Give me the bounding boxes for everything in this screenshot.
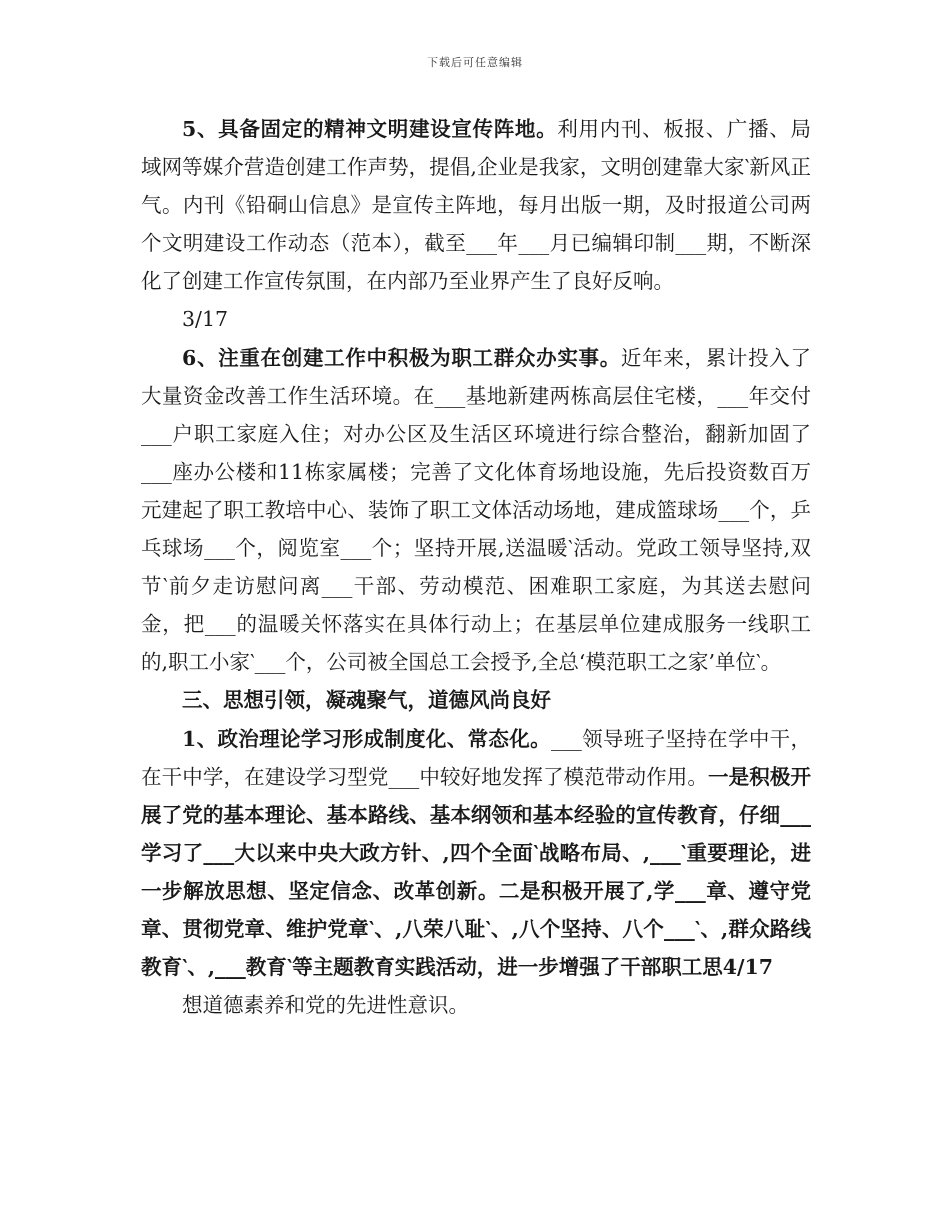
page-marker-4: 4/17 bbox=[722, 955, 773, 980]
continuation-text: 想道德素养和党的先进性意识。 bbox=[182, 993, 469, 1018]
paragraph-1-lead: 1、政治理论学习形成制度化、常态化。 bbox=[182, 726, 551, 751]
paragraph-6 bbox=[141, 339, 811, 682]
paragraph-5-body: 利用内刊、板报、广播、局域网等媒介营造创建工作声势，提倡,企业是我家，文明创建靠大家‵新风正气。内刊《铅硐山信息》是宣传主阵地，每月出版一期，及时报道公司两个文明建设工作动态（范本），截至___年___月已编辑印制___期，不断深化了创建工作宣传氛围，在内部乃至业界产生了良好反响。 bbox=[141, 117, 812, 294]
page-marker-3: 3/17 bbox=[182, 307, 229, 332]
paragraph-6-lead: 6、注重在创建工作中积极为职工群众办实事。 bbox=[182, 345, 621, 370]
paragraph-6-body: 近年来，累计投入了大量资金改善工作生活环境。在___基地新建两栋高层住宅楼，___年交付___户职工家庭入住；对办公区及生活区环境进行综合整治，翻新加固了___座办公楼和11栋家属楼；完善了文化体育场地设施，先后投资数百万元建起了职工教培中心、装饰了职工文体活动场地，建成篮球场___个，乒乓球场___个，阅览室___个；坚持开展,送温暖‵活动。党政工领导坚持,双节‵前夕走访慰问离___干部、劳动模范、困难职工家庭，为其送去慰问金，把___的温暖关怀落实在具体行动上；在基层单位建成服务一线职工的,职工小家‵___个，公司被全国总工会授予,全总‘模范职工之家’单位‵。 bbox=[141, 345, 812, 675]
paragraph-1-bold-body: 一是积极开展了党的基本理论、基本路线、基本纲领和基本经验的宣传教育，仔细___学习了___大以来中央大政方针、,四个全面‵战略布局、,___‵重要理论，进一步解放思想、坚定信念、改革创新。二是积极开展了,学___章、遵守党章、贯彻党章、维护党章‵、,八荣八耻‵、,八个坚持、八个___‵、,群众路线教育‵、,___教育‵等主题教育实践活动，进一步增强了干部职工思 bbox=[141, 764, 811, 980]
paragraph-5 bbox=[141, 110, 811, 300]
document-body bbox=[141, 110, 811, 1024]
paragraph-1-body: ___领导班子坚持在学中干，在干中学，在建设学习型党___中较好地发挥了模范带动作用。 bbox=[141, 726, 812, 789]
page-header: 下载后可任意编辑 bbox=[427, 56, 523, 69]
paragraph-1 bbox=[141, 720, 811, 987]
paragraph-5-lead: 5、具备固定的精神文明建设宣传阵地。 bbox=[182, 117, 558, 141]
section-heading-3: 三、思想引领，凝魂聚气，道德风尚良好 bbox=[182, 688, 551, 713]
